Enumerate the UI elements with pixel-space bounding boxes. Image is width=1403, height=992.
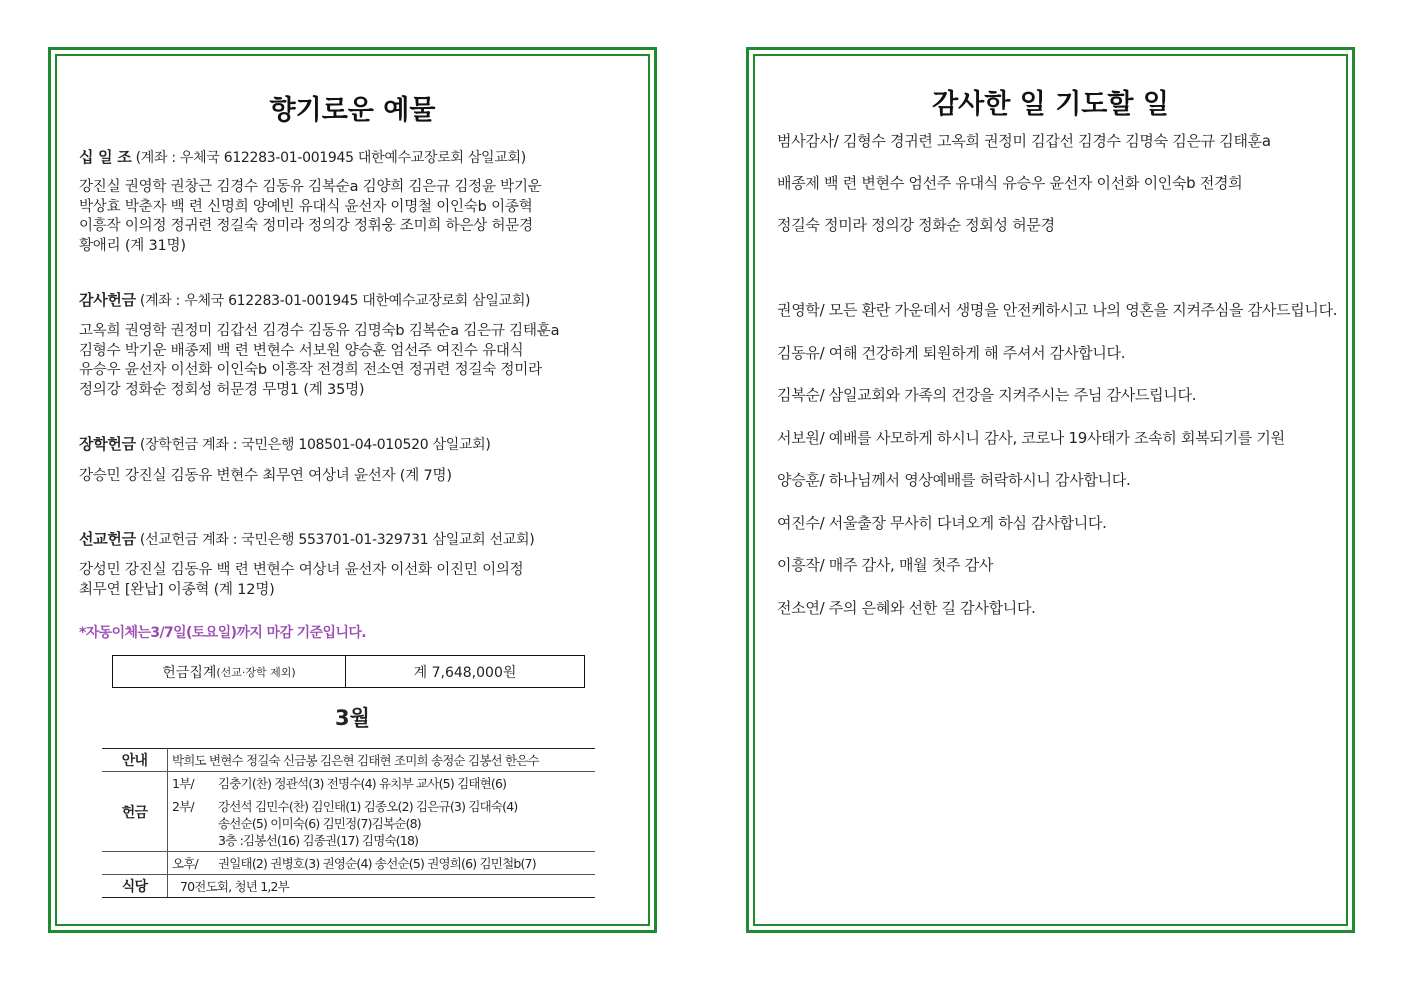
- cash-total-label-small: (선교·장학 제외): [216, 665, 296, 679]
- prayer-line: 배종제 백 련 변현수 엄선주 유대식 유승우 윤선자 이선화 이인숙b 전경희: [777, 174, 1243, 192]
- pm-label: 오후/: [172, 856, 198, 871]
- cash-total-box: [112, 655, 585, 688]
- scholar-account: (장학헌금 계좌 : 국민은행 108501-04-010520 삼일교회): [135, 437, 491, 453]
- mission-names: 강성민 강진실 김동유 백 련 변현수 여상녀 윤선자 이선화 이진민 이의정 최무연 [완납] 이종혁 (계 12명): [79, 562, 524, 598]
- schedule-table: [102, 748, 595, 898]
- dining-names: 70전도회, 청년 1,2부: [168, 875, 596, 898]
- offering-part2: [172, 798, 591, 849]
- guide-names: 박희도 변현수 정길숙 신금봉 김은현 김태현 조미희 송정순 김봉선 한은수: [168, 749, 596, 772]
- thanks-label: 감사헌금: [79, 291, 136, 309]
- prayer-line: 양승훈/ 하나님께서 영상예배를 허락하시니 감사합니다.: [777, 471, 1131, 489]
- prayer-line: 정길숙 정미라 정의강 정화순 정회성 허문경: [777, 216, 1055, 234]
- scholar-label: 장학헌금: [79, 435, 136, 453]
- mission-account: (선교헌금 계좌 : 국민은행 553701-01-329731 삼일교회 선교회): [135, 532, 535, 548]
- prayer-title: 감사한 일 기도할 일: [932, 89, 1169, 120]
- prayer-line: 전소연/ 주의 은혜와 선한 길 감사합니다.: [777, 599, 1036, 617]
- tithe-label: 십 일 조: [79, 148, 132, 166]
- schedule-row-afternoon: [102, 852, 595, 875]
- prayer-line: 권영학/ 모든 환란 가운데서 생명을 안전케하시고 나의 영혼을 지켜주심을 감사드립니다.: [777, 301, 1338, 319]
- afternoon-spacer: [102, 852, 168, 875]
- prayer-line: 김동유/ 여해 건강하게 퇴원하게 해 주셔서 감사합니다.: [777, 344, 1126, 362]
- part2-names: 강선석 김민수(찬) 김인태(1) 김종오(2) 김은규(3) 김대숙(4) 송선순(5) 이미숙(6) 김민정(7)김복순(8) 3층 :김봉선(16) 김종권(17) 김명숙(18): [218, 799, 518, 848]
- schedule-row-guide: [102, 749, 595, 772]
- schedule-row-dining: [102, 875, 595, 898]
- tithe-heading: [79, 146, 526, 167]
- mission-heading: [79, 528, 534, 549]
- pm-names: 권일태(2) 권병호(3) 권영순(4) 송선순(5) 권영희(6) 김민철b(7): [218, 856, 536, 871]
- offering-cell: [168, 772, 596, 852]
- cash-total-label-cell: [113, 656, 346, 687]
- part2-label: 2부/: [172, 799, 194, 814]
- auto-transfer-notice: *자동이체는3/7일(토요일)까지 마감 기준입니다.: [79, 625, 367, 641]
- scholar-heading: [79, 433, 491, 454]
- dining-label: 식당: [102, 875, 168, 898]
- right-panel: [746, 47, 1355, 933]
- cash-total-value: 계 7,648,000원: [413, 664, 517, 681]
- thanks-account: (계좌 : 우체국 612283-01-001945 대한예수교장로회 삼일교회): [135, 293, 531, 309]
- part1-label: 1부/: [172, 776, 194, 791]
- tithe-account: (계좌 : 우체국 612283-01-001945 대한예수교장로회 삼일교회): [131, 150, 526, 166]
- prayer-line: 여진수/ 서울출장 무사히 다녀오게 하심 감사합니다.: [777, 514, 1107, 532]
- part1-names: 김충기(찬) 정관석(3) 전명수(4) 유치부 교사(5) 김태현(6): [218, 776, 507, 791]
- left-panel: [48, 47, 657, 933]
- mission-label: 선교헌금: [79, 530, 136, 548]
- offering-part1: [172, 775, 591, 792]
- prayer-line: 이흥작/ 매주 감사, 매월 첫주 감사: [777, 556, 994, 574]
- prayer-line: 범사감사/ 김형수 경귀련 고옥희 권정미 김갑선 김경수 김명숙 김은규 김태훈a: [777, 132, 1271, 150]
- cash-total-label: 헌금집계: [162, 664, 217, 681]
- prayer-line: 서보원/ 예배를 사모하게 하시니 감사, 코로나 19사태가 조속히 회복되기를 기원: [777, 429, 1285, 447]
- scholar-names: 강승민 강진실 김동유 변현수 최무연 여상녀 윤선자 (계 7명): [79, 468, 452, 484]
- prayer-line: 김복순/ 삼일교회와 가족의 건강을 지켜주시는 주님 감사드립니다.: [777, 386, 1197, 404]
- schedule-row-offering: [102, 772, 595, 852]
- offering-title: 향기로운 예물: [269, 95, 436, 126]
- offering-label: 헌금: [102, 772, 168, 852]
- afternoon-cell: [168, 852, 596, 875]
- thanks-names: 고옥희 권영학 권정미 김갑선 김경수 김동유 김명숙b 김복순a 김은규 김태훈a 김형수 박기운 배종제 백 련 변현수 서보원 양승훈 엄선주 여진수 유대식 유승우 윤선자 이선화 이인숙b 이흥작 전경희 전소연 정귀련 정길숙 정미라 정의강 정화순 정회성 허문경 무명1 (계 35명): [79, 323, 560, 398]
- tithe-names: 강진실 권영학 권창근 김경수 김동유 김복순a 김양희 김은규 김정윤 박기운 박상효 박춘자 백 련 신명희 양예빈 유대식 윤선자 이명철 이인숙b 이종혁 이흥작 이의정 정귀련 정길숙 정미라 정의강 정휘웅 조미희 하은상 허문경 황애리 (계 31명): [79, 179, 542, 254]
- month-heading: 3월: [335, 706, 370, 730]
- thanks-heading: [79, 289, 530, 310]
- guide-label: 안내: [102, 749, 168, 772]
